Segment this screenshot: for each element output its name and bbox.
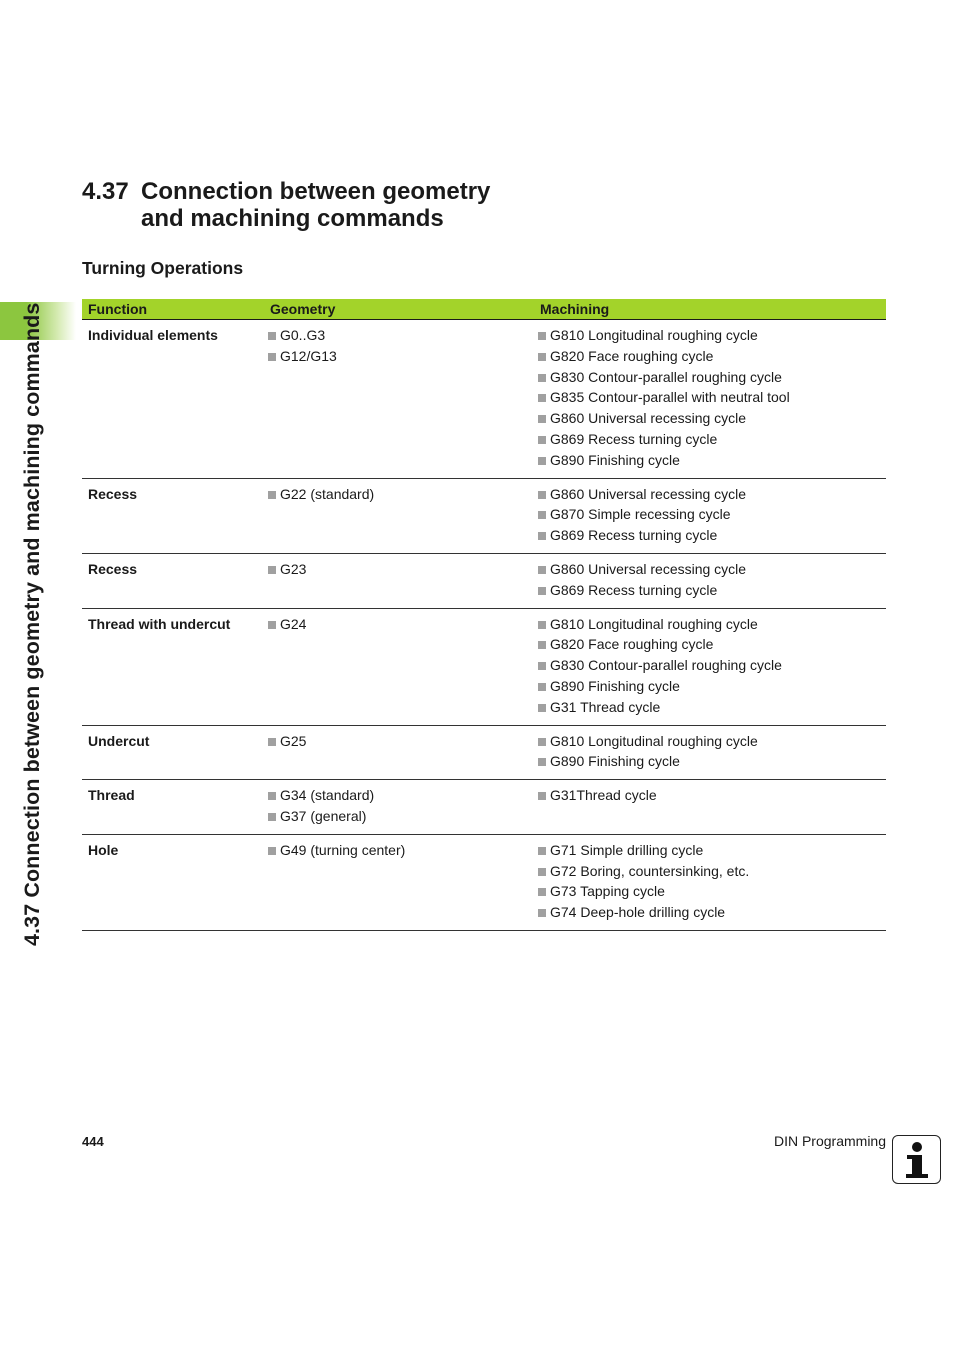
square-bullet-icon bbox=[268, 332, 276, 340]
list-item bbox=[538, 346, 880, 367]
list-item bbox=[538, 408, 880, 429]
list-item-text: G37 (general) bbox=[280, 807, 367, 824]
footer-section-name: DIN Programming bbox=[773, 1133, 886, 1149]
list-item-text: G869 Recess turning cycle bbox=[550, 581, 718, 598]
list-item bbox=[268, 614, 528, 635]
geometry-cell bbox=[264, 320, 534, 479]
table-row bbox=[82, 608, 886, 725]
list-item-text: G820 Face roughing cycle bbox=[550, 636, 714, 653]
geometry-cell bbox=[264, 608, 534, 725]
list-item bbox=[538, 429, 880, 450]
list-item bbox=[268, 346, 528, 367]
operations-table bbox=[82, 299, 886, 931]
header-geometry: Geometry bbox=[264, 299, 534, 320]
square-bullet-icon bbox=[538, 683, 546, 691]
square-bullet-icon bbox=[538, 868, 546, 876]
list-item bbox=[538, 861, 880, 882]
list-item-text: G830 Contour-parallel roughing cycle bbox=[550, 368, 782, 385]
list-item bbox=[538, 676, 880, 697]
page-number: 444 bbox=[82, 1134, 104, 1149]
square-bullet-icon bbox=[538, 792, 546, 800]
list-item-text: G24 bbox=[280, 615, 307, 632]
list-item-text: G71 Simple drilling cycle bbox=[550, 841, 704, 858]
list-item-text: G820 Face roughing cycle bbox=[550, 347, 714, 364]
square-bullet-icon bbox=[538, 704, 546, 712]
square-bullet-icon bbox=[538, 491, 546, 499]
list-item bbox=[538, 387, 880, 408]
section-heading bbox=[82, 178, 490, 232]
list-item bbox=[538, 785, 880, 806]
function-cell: Recess bbox=[82, 478, 264, 553]
list-item bbox=[268, 484, 528, 505]
list-item-text: G860 Universal recessing cycle bbox=[550, 560, 747, 577]
square-bullet-icon bbox=[538, 738, 546, 746]
square-bullet-icon bbox=[538, 415, 546, 423]
list-item-text: G22 (standard) bbox=[280, 485, 375, 502]
header-function: Function bbox=[82, 299, 264, 320]
list-item-text: G835 Contour-parallel with neutral tool bbox=[550, 389, 790, 406]
square-bullet-icon bbox=[268, 813, 276, 821]
info-icon bbox=[892, 1135, 941, 1184]
list-item-text: G810 Longitudinal roughing cycle bbox=[550, 327, 758, 343]
list-item bbox=[538, 325, 880, 346]
square-bullet-icon bbox=[538, 662, 546, 670]
list-item bbox=[268, 731, 528, 752]
list-item-text: G74 Deep-hole drilling cycle bbox=[550, 904, 726, 921]
square-bullet-icon bbox=[538, 758, 546, 766]
table-row bbox=[82, 725, 886, 780]
list-item bbox=[538, 902, 880, 923]
machining-cell bbox=[534, 834, 886, 930]
geometry-cell bbox=[264, 780, 534, 835]
geometry-cell bbox=[264, 725, 534, 780]
square-bullet-icon bbox=[268, 491, 276, 499]
machining-cell bbox=[534, 725, 886, 780]
list-item bbox=[538, 655, 880, 676]
table-header-row bbox=[82, 299, 886, 320]
list-item-text: G869 Recess turning cycle bbox=[550, 527, 718, 544]
list-item-text: G73 Tapping cycle bbox=[550, 883, 665, 900]
list-item bbox=[538, 614, 880, 635]
function-cell: Hole bbox=[82, 834, 264, 930]
list-item bbox=[538, 559, 880, 580]
table-body bbox=[82, 320, 886, 931]
square-bullet-icon bbox=[268, 353, 276, 361]
square-bullet-icon bbox=[538, 566, 546, 574]
list-item bbox=[538, 731, 880, 752]
square-bullet-icon bbox=[538, 457, 546, 465]
section-number: 4.37 bbox=[82, 178, 129, 205]
list-item-text: G810 Longitudinal roughing cycle bbox=[550, 732, 758, 749]
list-item-text: G49 (turning center) bbox=[280, 841, 406, 858]
list-item bbox=[268, 325, 528, 346]
square-bullet-icon bbox=[268, 738, 276, 746]
list-item bbox=[538, 580, 880, 601]
list-item bbox=[538, 504, 880, 525]
machining-cell bbox=[534, 320, 886, 479]
list-item bbox=[538, 367, 880, 388]
function-cell: Thread with undercut bbox=[82, 608, 264, 725]
table-row bbox=[82, 780, 886, 835]
square-bullet-icon bbox=[268, 847, 276, 855]
list-item bbox=[268, 806, 528, 827]
geometry-cell bbox=[264, 553, 534, 608]
list-item-text: G31 Thread cycle bbox=[550, 698, 661, 715]
list-item bbox=[538, 840, 880, 861]
square-bullet-icon bbox=[538, 394, 546, 402]
machining-cell bbox=[534, 780, 886, 835]
list-item-text: G12/G13 bbox=[280, 347, 337, 364]
list-item-text: G890 Finishing cycle bbox=[550, 677, 680, 694]
function-cell: Thread bbox=[82, 780, 264, 835]
square-bullet-icon bbox=[538, 847, 546, 855]
geometry-cell bbox=[264, 834, 534, 930]
function-cell: Recess bbox=[82, 553, 264, 608]
square-bullet-icon bbox=[268, 566, 276, 574]
list-item-text: G34 (standard) bbox=[280, 787, 375, 804]
list-item bbox=[268, 840, 528, 861]
square-bullet-icon bbox=[538, 332, 546, 340]
subheading: Turning Operations bbox=[82, 258, 244, 278]
table-row bbox=[82, 553, 886, 608]
list-item bbox=[538, 450, 880, 471]
list-item bbox=[268, 785, 528, 806]
list-item-text: G23 bbox=[280, 560, 307, 577]
table-row bbox=[82, 320, 886, 479]
square-bullet-icon bbox=[538, 587, 546, 595]
square-bullet-icon bbox=[538, 621, 546, 629]
square-bullet-icon bbox=[538, 511, 546, 519]
machining-cell bbox=[534, 478, 886, 553]
list-item-text: G810 Longitudinal roughing cycle bbox=[550, 615, 758, 632]
square-bullet-icon bbox=[538, 353, 546, 361]
list-item-text: G0..G3 bbox=[280, 327, 326, 343]
list-item bbox=[538, 634, 880, 655]
section-title-line1: Connection between geometry bbox=[141, 178, 491, 205]
machining-cell bbox=[534, 608, 886, 725]
list-item bbox=[538, 697, 880, 718]
section-title-line2: and machining commands bbox=[141, 205, 444, 232]
header-machining: Machining bbox=[534, 299, 886, 320]
list-item-text: G25 bbox=[280, 732, 307, 749]
list-item-text: G72 Boring, countersinking, etc. bbox=[550, 862, 750, 879]
list-item bbox=[538, 881, 880, 902]
square-bullet-icon bbox=[538, 532, 546, 540]
square-bullet-icon bbox=[538, 374, 546, 382]
side-section-title: 4.37 Connection between geometry and machining commands bbox=[20, 302, 44, 946]
list-item bbox=[268, 559, 528, 580]
machining-cell bbox=[534, 553, 886, 608]
list-item-text: G860 Universal recessing cycle bbox=[550, 410, 747, 427]
table-row bbox=[82, 478, 886, 553]
list-item bbox=[538, 484, 880, 505]
list-item-text: G31Thread cycle bbox=[550, 787, 657, 804]
table-row bbox=[82, 834, 886, 930]
list-item-text: G860 Universal recessing cycle bbox=[550, 485, 747, 502]
square-bullet-icon bbox=[538, 909, 546, 917]
function-cell: Individual elements bbox=[82, 320, 264, 479]
square-bullet-icon bbox=[268, 792, 276, 800]
geometry-cell bbox=[264, 478, 534, 553]
list-item-text: G890 Finishing cycle bbox=[550, 451, 680, 468]
square-bullet-icon bbox=[538, 641, 546, 649]
list-item bbox=[538, 525, 880, 546]
square-bullet-icon bbox=[538, 888, 546, 896]
list-item-text: G870 Simple recessing cycle bbox=[550, 506, 731, 523]
list-item-text: G890 Finishing cycle bbox=[550, 753, 680, 770]
square-bullet-icon bbox=[538, 436, 546, 444]
list-item-text: G869 Recess turning cycle bbox=[550, 430, 718, 447]
list-item bbox=[538, 751, 880, 772]
list-item-text: G830 Contour-parallel roughing cycle bbox=[550, 657, 782, 674]
square-bullet-icon bbox=[268, 621, 276, 629]
function-cell: Undercut bbox=[82, 725, 264, 780]
